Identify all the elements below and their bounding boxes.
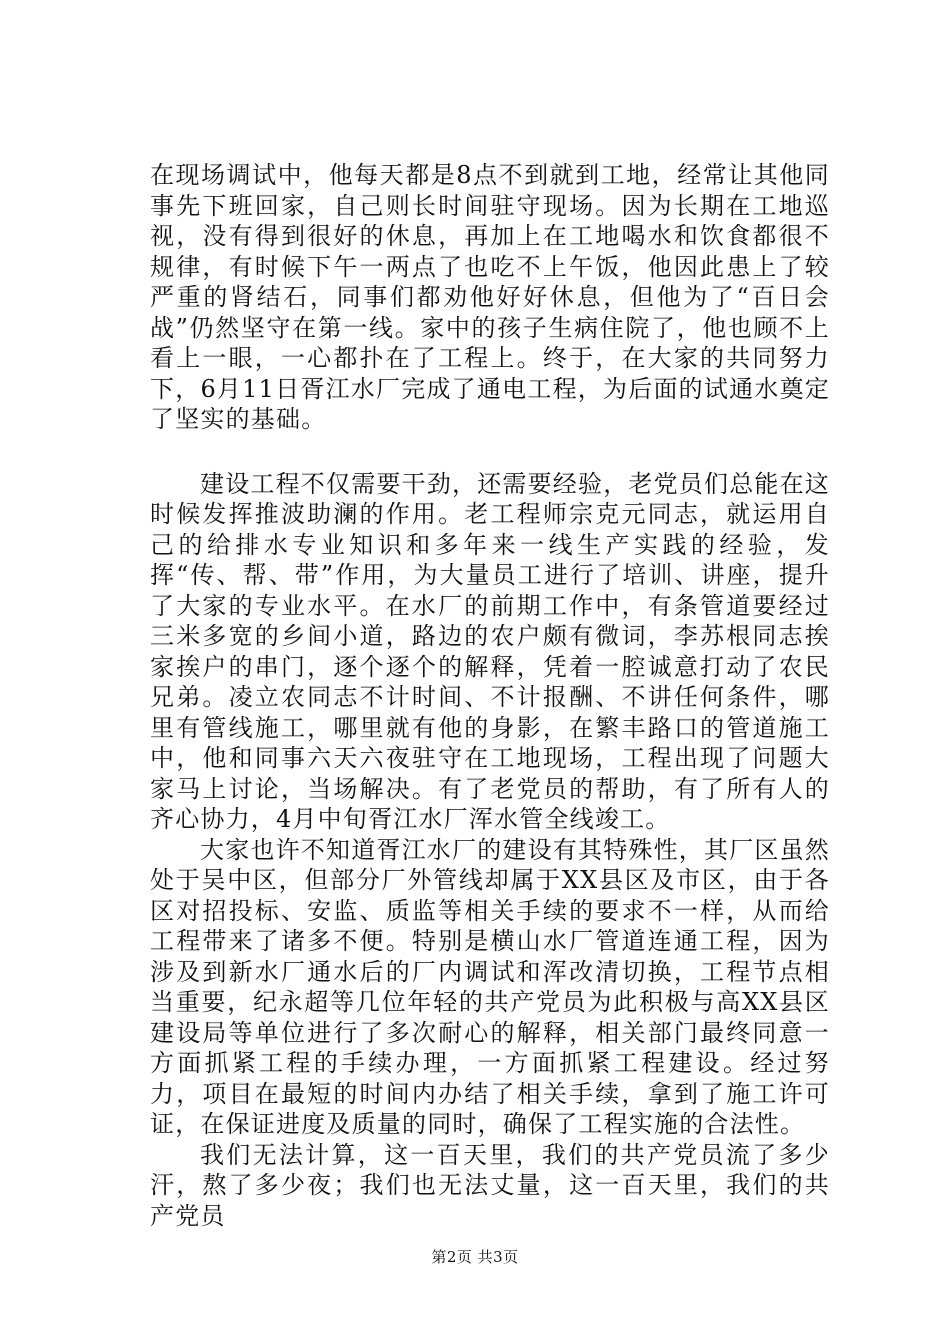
paragraph-special-construction: 大家也许不知道胥江水厂的建设有其特殊性，其厂区虽然处于吴中区，但部分厂外管线却属于XX县区及市区，由于各区对招投标、安监、质监等相关手续的要求不一样，从而给工程带来了诸多不便。特别是横山水厂管道连通工程，因为涉及到新水厂通水后的厂内调试和浑改清切换，工程节点相当重要，纪永超等几位年轻的共产党员为此积极与高XX县区建设局等单位进行了多次耐心的解释，相关部门最终同意一方面抓紧工程的手续办理，一方面抓紧工程建设。经过努力，项目在最短的时间内办结了相关手续，拿到了施工许可证，在保证进度及质量的同时，确保了工程实施的合法性。 [150, 835, 830, 1138]
paragraph-spacer [150, 435, 830, 469]
paragraph-site-debugging: 在现场调试中，他每天都是8点不到就到工地，经常让其他同事先下班回家，自己则长时间驻守现场。因为长期在工地巡视，没有得到很好的休息，再加上在工地喝水和饮食都很不规律，有时候下午一两点了也吃不上午饭，他因此患上了较严重的肾结石，同事们都劝他好好休息，但他为了“百日会战”仍然坚守在第一线。家中的孩子生病住院了，他也顾不上看上一眼，一心都扑在了工程上。终于，在大家的共同努力下，6月11日胥江水厂完成了通电工程，为后面的试通水奠定了坚实的基础。 [150, 161, 830, 433]
document-body [150, 160, 830, 1231]
page-number-footer: 第2页 共3页 [431, 1248, 519, 1266]
paragraph-veteran-members: 建设工程不仅需要干劲，还需要经验，老党员们总能在这时候发挥推波助澜的作用。老工程师宗克元同志，就运用自己的给排水专业知识和多年来一线生产实践的经验，发挥“传、帮、带”作用，为大量员工进行了培训、讲座，提升了大家的专业水平。在水厂的前期工作中，有条管道要经过三米多宽的乡间小道，路边的农户颇有微词，李苏根同志挨家挨户的串门，逐个逐个的解释，凭着一腔诚意打动了农民兄弟。凌立农同志不计时间、不计报酬、不讲任何条件，哪里有管线施工，哪里就有他的身影，在繁丰路口的管道施工中，他和同事六天六夜驻守在工地现场，工程出现了问题大家马上讨论，当场解决。有了老党员的帮助，有了所有人的齐心协力，4月中旬胥江水厂浑水管全线竣工。 [150, 469, 830, 833]
paragraph-closing: 我们无法计算，这一百天里，我们的共产党员流了多少汗，熬了多少夜；我们也无法丈量，这一百天里，我们的共产党员 [150, 1140, 830, 1230]
